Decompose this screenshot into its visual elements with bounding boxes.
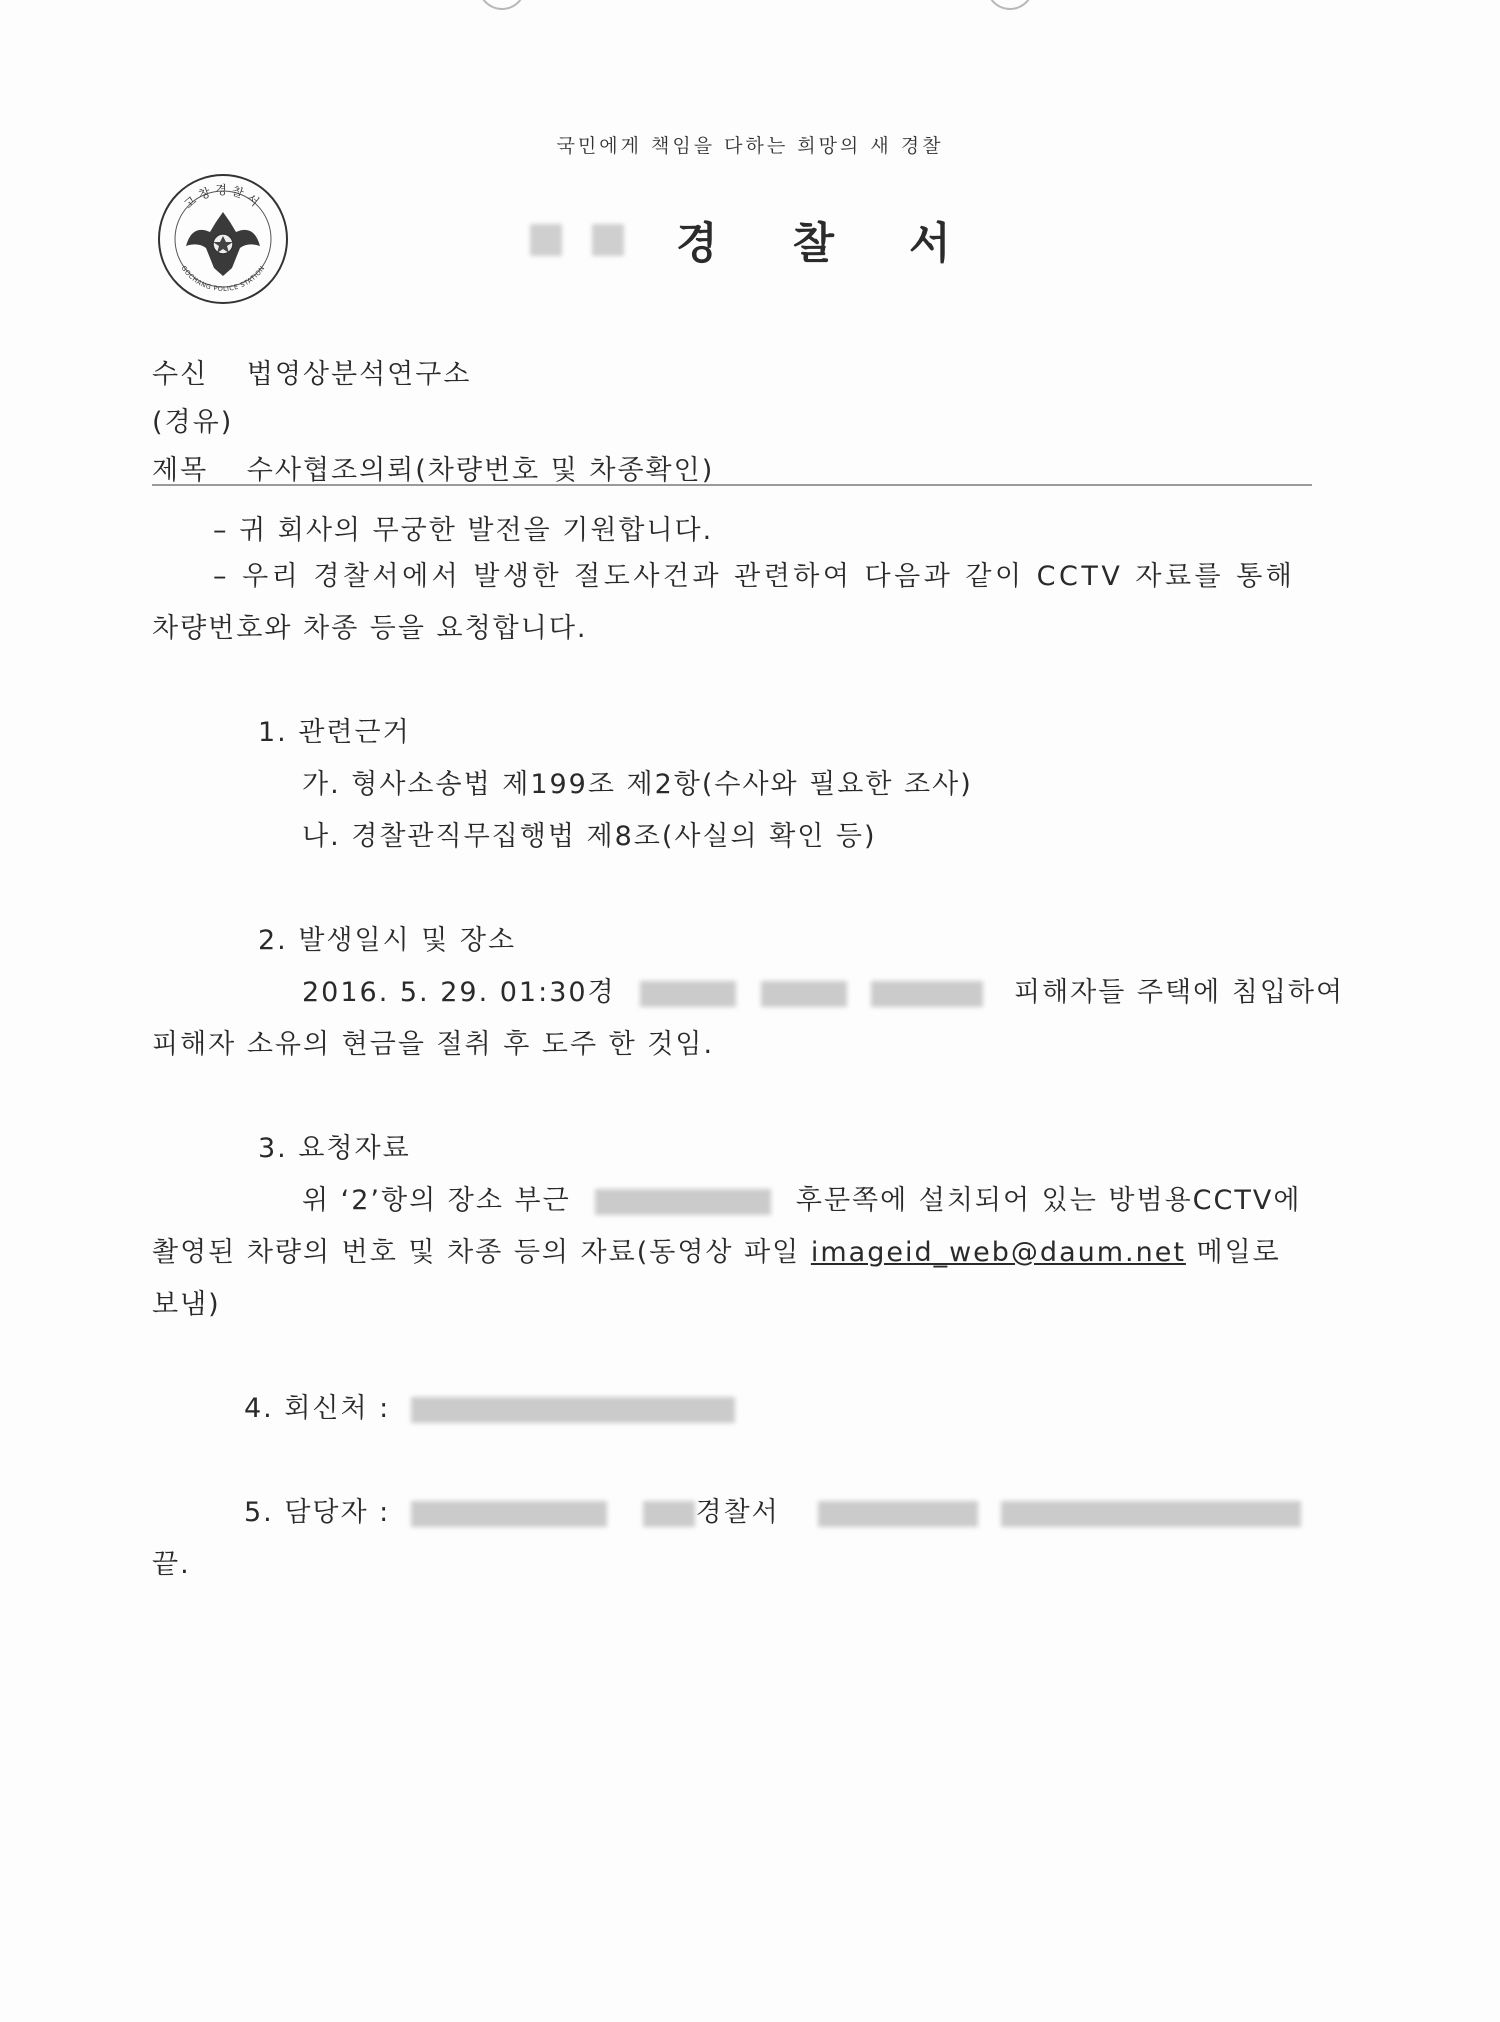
punch-hole-mark bbox=[986, 0, 1034, 10]
request-location-text: 위 ‘2’항의 장소 부근 bbox=[302, 1185, 571, 1216]
subject-label: 제목 bbox=[152, 455, 209, 486]
section-3-line-3: 보냄) bbox=[152, 1289, 221, 1320]
section-5-title: 5. 담당자 : bbox=[244, 1497, 391, 1528]
seal-top-text: 고창경찰서 bbox=[181, 183, 265, 212]
agency-title: 경 찰 서 bbox=[676, 218, 981, 269]
via-line: (경유) bbox=[152, 407, 234, 438]
redacted-text bbox=[871, 981, 983, 1007]
request-line-2: 차량번호와 차종 등을 요청합니다. bbox=[152, 613, 588, 644]
redacted-text bbox=[1001, 1501, 1301, 1527]
email-link[interactable]: imageid_web@daum.net bbox=[810, 1237, 1186, 1268]
subject: 수사협조의뢰(차량번호 및 차종확인) bbox=[246, 455, 715, 486]
redacted-text bbox=[592, 224, 624, 256]
redacted-text bbox=[761, 981, 847, 1007]
recipient: 법영상분석연구소 bbox=[246, 359, 472, 390]
section-2-line-2: 피해자 소유의 현금을 절취 후 도주 한 것임. bbox=[152, 1029, 715, 1060]
request-mail-text: 메일로 bbox=[1196, 1237, 1281, 1268]
section-4-line bbox=[244, 1386, 735, 1425]
request-line-1: – 우리 경찰서에서 발생한 절도사건과 관련하여 다음과 같이 CCTV 자료를 통해 bbox=[213, 561, 1296, 592]
seal-bottom-text: GOCHANG POLICE STATION bbox=[179, 264, 267, 294]
svg-text:고창경찰서 bbox=[181, 182, 265, 212]
request-cctv-text: 후문쪽에 설치되어 있는 방범용CCTV에 bbox=[795, 1185, 1302, 1216]
police-emblem bbox=[156, 172, 290, 306]
section-3-line-1 bbox=[302, 1178, 1301, 1217]
recipient-line bbox=[152, 352, 471, 391]
redacted-text bbox=[530, 224, 562, 256]
contact-agency: 경찰서 bbox=[695, 1497, 780, 1528]
redacted-text bbox=[411, 1501, 607, 1527]
redacted-text bbox=[818, 1501, 978, 1527]
greeting: – 귀 회사의 무궁한 발전을 기원합니다. bbox=[213, 515, 714, 546]
section-2-title: 2. 발생일시 및 장소 bbox=[258, 925, 517, 956]
header-divider bbox=[152, 484, 1312, 486]
section-1-item-a: 가. 형사소송법 제199조 제2항(수사와 필요한 조사) bbox=[302, 769, 973, 800]
section-3-title: 3. 요청자료 bbox=[258, 1133, 411, 1164]
redacted-text bbox=[595, 1189, 771, 1215]
subject-line bbox=[152, 448, 714, 487]
section-3-line-2 bbox=[152, 1230, 1281, 1269]
request-data-text: 촬영된 차량의 번호 및 차종 등의 자료(동영상 파일 bbox=[152, 1237, 801, 1268]
incident-datetime: 2016. 5. 29. 01:30경 bbox=[302, 977, 616, 1008]
section-5-line bbox=[244, 1490, 1301, 1529]
motto: 국민에게 책임을 다하는 희망의 새 경찰 bbox=[556, 135, 944, 157]
agency-title-row bbox=[530, 210, 981, 270]
section-1-item-b: 나. 경찰관직무집행법 제8조(사실의 확인 등) bbox=[302, 821, 877, 852]
section-4-title: 4. 회신처 : bbox=[244, 1393, 391, 1424]
section-2-line-1 bbox=[302, 970, 1344, 1009]
punch-hole-mark bbox=[478, 0, 526, 10]
incident-detail: 피해자들 주택에 침입하여 bbox=[1014, 977, 1345, 1008]
closing: 끝. bbox=[152, 1549, 191, 1580]
redacted-text bbox=[640, 981, 736, 1007]
recipient-label: 수신 bbox=[152, 359, 209, 390]
redacted-text bbox=[643, 1501, 695, 1527]
redacted-text bbox=[411, 1397, 735, 1423]
section-1-title: 1. 관련근거 bbox=[258, 717, 411, 748]
